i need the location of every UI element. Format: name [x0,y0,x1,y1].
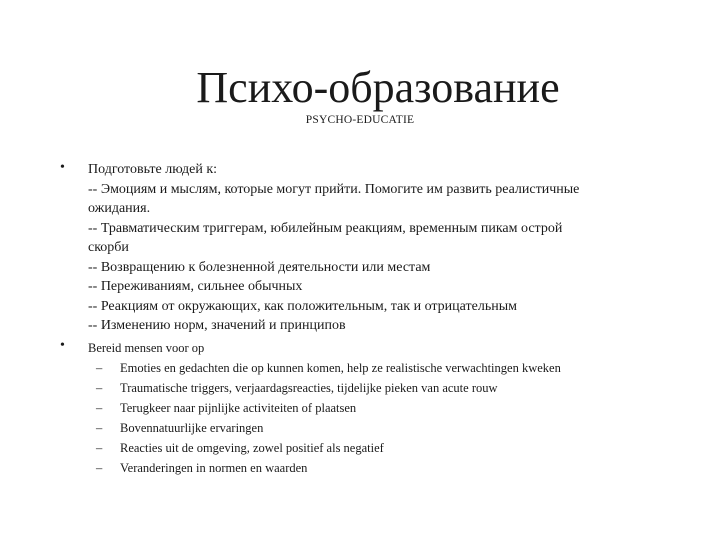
dutch-item-text: Terugkeer naar pijnlijke activiteiten of plaatsen [120,401,357,415]
dash-icon: – [96,361,103,375]
dutch-item [88,418,668,438]
dutch-item-text: Traumatische triggers, verjaardagsreacties, tijdelijke pieken van acute rouw [120,381,498,395]
dutch-item [88,358,668,378]
dutch-section [88,338,668,478]
russian-line: скорби [88,240,129,255]
dutch-item-text: Emoties en gedachten die op kunnen komen, help ze realistische verwachtingen kweken [120,361,561,375]
russian-section [88,160,648,336]
russian-line: ожидания. [88,201,151,216]
dash-icon: – [96,421,103,435]
dutch-item [88,438,668,458]
russian-heading: Подготовьте людей к: [88,162,218,177]
russian-line: -- Возвращению к болезненной деятельности или местам [88,259,431,275]
dutch-item [88,398,668,418]
dutch-item-text: Veranderingen in normen en waarden [120,461,308,475]
russian-line: -- Травматическим триггерам, юбилейным реакциям, временным пикам острой [88,220,563,236]
dutch-item [88,378,668,398]
dash-icon: – [96,441,103,455]
dutch-item-text: Reacties uit de omgeving, zowel positief als negatief [120,441,384,455]
russian-line: -- Эмоциям и мыслям, которые могут прийти. Помогите им развить реалистичные [88,181,580,197]
dash-icon: – [96,461,103,475]
russian-line: -- Изменению норм, значений и принципов [88,318,346,333]
russian-line: -- Переживаниям, сильнее обычных [88,279,303,294]
bullet-icon: • [60,338,65,353]
dutch-item-text: Bovennatuurlijke ervaringen [120,421,264,435]
dash-icon: – [96,401,103,415]
slide-title: Психо-образование [196,63,560,112]
bullet-icon: • [60,160,65,175]
dutch-heading: Bereid mensen voor op [88,341,205,355]
slide-subtitle: PSYCHO-EDUCATIE [305,114,415,126]
russian-line: -- Реакциям от окружающих, как положительным, так и отрицательным [88,298,517,314]
dash-icon: – [96,381,103,395]
dutch-item [88,458,668,478]
